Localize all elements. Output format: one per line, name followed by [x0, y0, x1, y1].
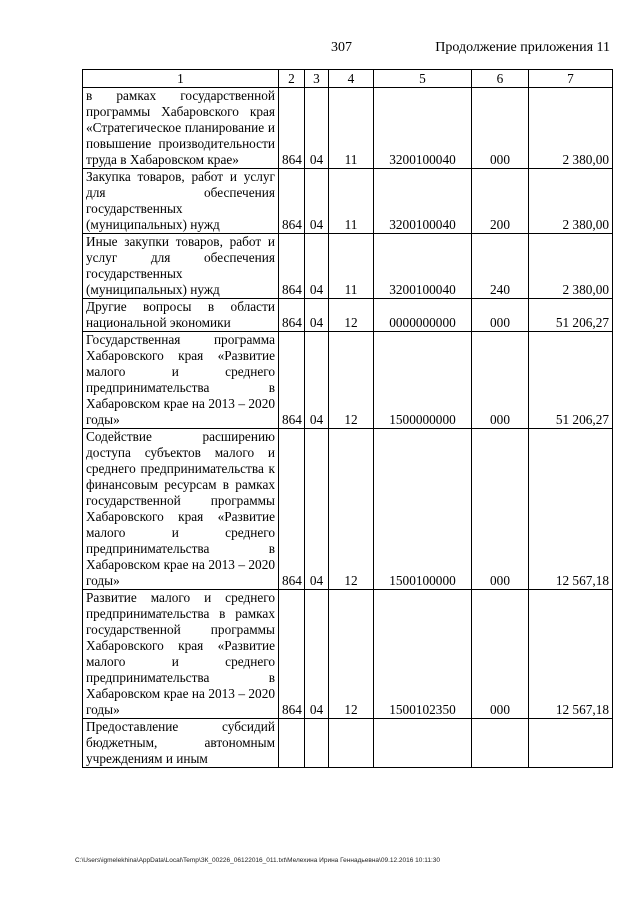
section-cell: 04 — [305, 332, 329, 429]
target-article-cell: 3200100040 — [374, 234, 472, 299]
column-header: 4 — [329, 70, 374, 88]
amount-cell: 2 380,00 — [529, 234, 613, 299]
expense-type-cell: 200 — [472, 169, 529, 234]
amount-cell: 12 567,18 — [529, 429, 613, 590]
subsection-cell: 12 — [329, 332, 374, 429]
table-row — [83, 234, 613, 299]
grbs-cell: 864 — [279, 332, 305, 429]
row-name-cell: Развитие малого и среднего предпринимательства в рамках государственной программы Хабаровского края «Развитие малого и среднего предпринимательства в Хабаровском крае на 2013 – 2020 годы» — [83, 590, 279, 719]
table-row — [83, 719, 613, 768]
expense-type-cell: 240 — [472, 234, 529, 299]
target-article-cell: 3200100040 — [374, 88, 472, 169]
expense-type-cell: 000 — [472, 332, 529, 429]
page-number: 307 — [331, 40, 352, 55]
footer-file-path: C:\Users\igmelekhina\AppData\Local\Temp\ЗК_00226_06122016_011.txt\Мелехина Ирина Геннадьевна\09.12.2016 10:11:30 — [75, 857, 440, 864]
amount-cell: 2 380,00 — [529, 169, 613, 234]
target-article-cell: 0000000000 — [374, 299, 472, 332]
section-cell: 04 — [305, 88, 329, 169]
expense-type-cell: 000 — [472, 429, 529, 590]
column-header: 3 — [305, 70, 329, 88]
grbs-cell: 864 — [279, 88, 305, 169]
amount-cell: 2 380,00 — [529, 88, 613, 169]
table-row — [83, 429, 613, 590]
section-cell: 04 — [305, 299, 329, 332]
target-article-cell — [374, 719, 472, 768]
subsection-cell: 11 — [329, 169, 374, 234]
subsection-cell: 11 — [329, 88, 374, 169]
row-name-cell: Закупка товаров, работ и услуг для обеспечения государственных (муниципальных) нужд — [83, 169, 279, 234]
grbs-cell: 864 — [279, 234, 305, 299]
grbs-cell: 864 — [279, 429, 305, 590]
expense-type-cell: 000 — [472, 88, 529, 169]
column-header: 1 — [83, 70, 279, 88]
table-row — [83, 169, 613, 234]
section-cell: 04 — [305, 590, 329, 719]
subsection-cell: 12 — [329, 590, 374, 719]
table-header-row — [83, 70, 613, 88]
section-cell: 04 — [305, 429, 329, 590]
row-name-cell: Государственная программа Хабаровского края «Развитие малого и среднего предпринимательства в Хабаровском крае на 2013 – 2020 годы» — [83, 332, 279, 429]
expense-type-cell: 000 — [472, 590, 529, 719]
column-header: 6 — [472, 70, 529, 88]
row-name-cell: Содействие расширению доступа субъектов малого и среднего предпринимательства к финансовым ресурсам в рамках государственной программы Хабаровского края «Развитие малого и среднего предпринимательства в Хабаровском крае на 2013 – 2020 годы» — [83, 429, 279, 590]
target-article-cell: 1500102350 — [374, 590, 472, 719]
amount-cell: 12 567,18 — [529, 590, 613, 719]
target-article-cell: 1500000000 — [374, 332, 472, 429]
subsection-cell: 12 — [329, 299, 374, 332]
subsection-cell: 11 — [329, 234, 374, 299]
row-name-cell: Предоставление субсидий бюджетным, автономным учреждениям и иным — [83, 719, 279, 768]
section-cell — [305, 719, 329, 768]
grbs-cell: 864 — [279, 590, 305, 719]
column-header: 2 — [279, 70, 305, 88]
section-cell: 04 — [305, 169, 329, 234]
row-name-cell: Другие вопросы в области национальной экономики — [83, 299, 279, 332]
subsection-cell — [329, 719, 374, 768]
target-article-cell: 1500100000 — [374, 429, 472, 590]
section-cell: 04 — [305, 234, 329, 299]
row-name-cell: Иные закупки товаров, работ и услуг для обеспечения государственных (муниципальных) нужд — [83, 234, 279, 299]
budget-table — [82, 69, 613, 768]
column-header: 5 — [374, 70, 472, 88]
grbs-cell: 864 — [279, 169, 305, 234]
column-header: 7 — [529, 70, 613, 88]
table-row — [83, 332, 613, 429]
grbs-cell — [279, 719, 305, 768]
table-row — [83, 88, 613, 169]
target-article-cell: 3200100040 — [374, 169, 472, 234]
table-row — [83, 299, 613, 332]
amount-cell — [529, 719, 613, 768]
appendix-continuation-title: Продолжение приложения 11 — [435, 40, 610, 55]
grbs-cell: 864 — [279, 299, 305, 332]
expense-type-cell: 000 — [472, 299, 529, 332]
subsection-cell: 12 — [329, 429, 374, 590]
table-row — [83, 590, 613, 719]
amount-cell: 51 206,27 — [529, 332, 613, 429]
amount-cell: 51 206,27 — [529, 299, 613, 332]
row-name-cell: в рамках государственной программы Хабаровского края «Стратегическое планирование и повышение производительности труда в Хабаровском крае» — [83, 88, 279, 169]
expense-type-cell — [472, 719, 529, 768]
